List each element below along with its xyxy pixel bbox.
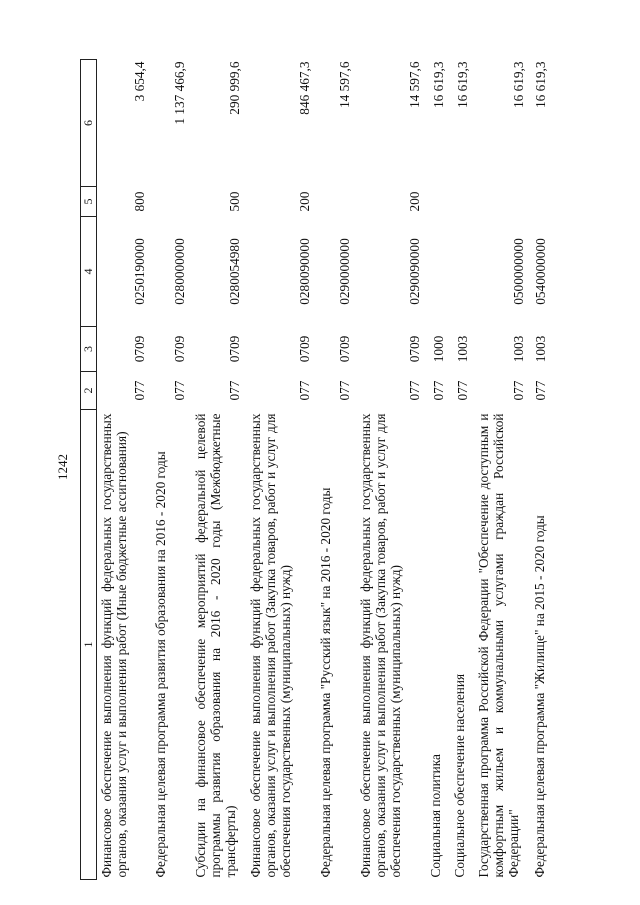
row-amount: 14 597,6 xyxy=(336,61,352,109)
table-row xyxy=(246,60,316,880)
row-code: 077 xyxy=(430,380,446,401)
row-section: 1003 xyxy=(454,335,470,363)
row-section: 1003 xyxy=(532,335,548,363)
row-expense-type: 800 xyxy=(131,191,147,212)
row-section: 1000 xyxy=(430,335,446,363)
row-amount: 16 619,3 xyxy=(510,61,526,109)
row-expense-type xyxy=(316,187,356,217)
row-target: 0290090000 xyxy=(406,238,422,305)
table-row xyxy=(426,60,450,880)
row-expense-type: 500 xyxy=(226,191,242,212)
row-name: Финансовое обеспечение выполнения функций федеральных государственных органов, оказания услуг и выполнения работ (Закупка товаров, работ и услуг для обеспечения государственных (муниципальных) нужд) xyxy=(357,413,403,878)
row-section: 0709 xyxy=(336,335,352,363)
row-target xyxy=(426,217,450,327)
header-row xyxy=(81,60,97,880)
row-code: 077 xyxy=(510,380,526,401)
table-row xyxy=(97,60,151,880)
row-section: 0709 xyxy=(131,335,147,363)
row-section: 0709 xyxy=(226,335,242,363)
rotated-page xyxy=(80,60,590,880)
row-code: 077 xyxy=(336,380,352,401)
page-number: 1242 xyxy=(55,454,70,480)
row-target: 0540000000 xyxy=(532,238,548,305)
row-amount: 16 619,3 xyxy=(430,61,446,109)
row-code: 077 xyxy=(406,380,422,401)
row-amount: 16 619,3 xyxy=(454,61,470,109)
row-name: Финансовое обеспечение выполнения функций федеральных государственных органов, оказания услуг и выполнения работ (Закупка товаров, работ и услуг для обеспечения государственных (муниципальных) нужд) xyxy=(247,413,293,878)
row-name: Федеральная целевая программа "Русский язык" на 2016 - 2020 годы xyxy=(317,487,333,878)
row-target: 0290000000 xyxy=(336,238,352,305)
table-row xyxy=(316,60,356,880)
row-code: 077 xyxy=(226,380,242,401)
row-expense-type xyxy=(474,187,530,217)
row-target xyxy=(450,217,474,327)
row-name: Финансовое обеспечение выполнения функций федеральных государственных органов, оказания услуг и выполнения работ (Иные бюджетные ассигнования) xyxy=(99,413,129,878)
row-expense-type: 200 xyxy=(406,191,422,212)
row-expense-type xyxy=(426,187,450,217)
row-amount: 846 467,3 xyxy=(296,61,312,115)
row-target: 0280000000 xyxy=(171,238,187,305)
row-section: 0709 xyxy=(296,335,312,363)
header-col-4: 4 xyxy=(81,217,97,327)
row-target: 0280090000 xyxy=(296,238,312,305)
row-amount: 290 999,6 xyxy=(226,61,242,115)
budget-table xyxy=(80,59,552,880)
row-amount: 16 619,3 xyxy=(532,61,548,109)
table-row xyxy=(450,60,474,880)
row-code: 077 xyxy=(454,380,470,401)
row-amount: 14 597,6 xyxy=(406,61,422,109)
row-name: Государственная программа Российской Федерации "Обеспечение доступным и комфортным жильем и коммунальными услугами граждан Российской Федерации" xyxy=(475,413,521,878)
row-code: 077 xyxy=(532,380,548,401)
row-expense-type: 200 xyxy=(296,191,312,212)
row-name: Федеральная целевая программа "Жилище" на 2015 - 2020 годы xyxy=(531,515,547,878)
header-col-2: 2 xyxy=(81,372,97,410)
row-name: Федеральная целевая программа развития образования на 2016 - 2020 годы xyxy=(152,451,168,878)
table-row xyxy=(191,60,246,880)
header-col-3: 3 xyxy=(81,327,97,372)
row-name: Субсидии на финансовое обеспечение мероприятий федеральной целевой программы развития образования на 2016 - 2020 годы (Межбюджетные трансферты) xyxy=(192,413,238,878)
row-expense-type xyxy=(530,187,552,217)
header-col-5: 5 xyxy=(81,187,97,217)
row-section: 0709 xyxy=(406,335,422,363)
row-amount: 3 654,4 xyxy=(131,61,147,102)
row-name: Социальное обеспечение населения xyxy=(451,673,467,878)
header-col-1: 1 xyxy=(81,410,97,880)
table-row xyxy=(151,60,191,880)
row-expense-type xyxy=(151,187,191,217)
row-code: 077 xyxy=(131,380,147,401)
row-code: 077 xyxy=(171,380,187,401)
row-amount: 1 137 466,9 xyxy=(171,61,187,125)
row-section: 1003 xyxy=(510,335,526,363)
row-target: 0500000000 xyxy=(510,238,526,305)
row-expense-type xyxy=(450,187,474,217)
header-col-6: 6 xyxy=(81,60,97,187)
row-section: 0709 xyxy=(171,335,187,363)
row-code: 077 xyxy=(296,380,312,401)
row-target: 0250190000 xyxy=(131,238,147,305)
table-row xyxy=(474,60,530,880)
table-row xyxy=(356,60,426,880)
row-target: 0280054980 xyxy=(226,238,242,305)
row-name: Социальная политика xyxy=(427,754,443,878)
table-row xyxy=(530,60,552,880)
